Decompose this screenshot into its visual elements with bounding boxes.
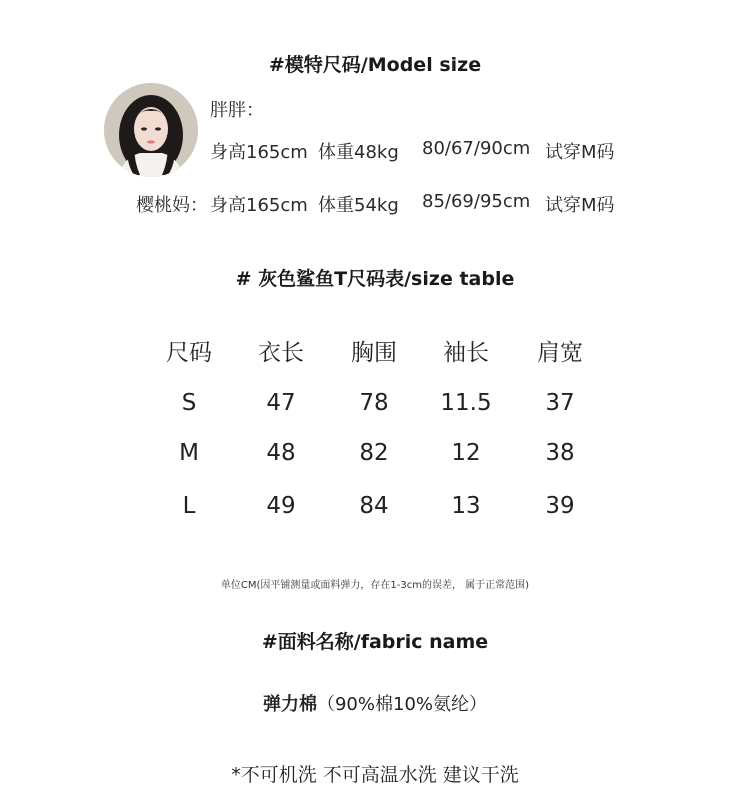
cell-shoulder: 38	[545, 440, 575, 466]
cell-chest: 78	[359, 390, 389, 416]
column-header-chest: 胸围	[351, 340, 397, 366]
cell-chest: 84	[359, 493, 389, 519]
fabric-heading: #面料名称/fabric name	[261, 631, 489, 653]
care-instructions: *不可机洗 不可高温水洗 建议干洗	[231, 764, 519, 786]
fabric-composition: （90%棉10%氨纶）	[316, 694, 487, 715]
model-2-weight: 体重54kg	[318, 195, 399, 216]
model-2-name: 樱桃妈：	[136, 195, 208, 216]
cell-chest: 82	[359, 440, 389, 466]
cell-length: 48	[266, 440, 296, 466]
cell-size: S	[181, 390, 197, 416]
column-header-sleeve: 袖长	[443, 340, 489, 366]
fabric-description	[0, 690, 750, 716]
model-2-measurements: 85/69/95cm	[422, 191, 531, 212]
model-portrait-image	[104, 83, 198, 177]
size-table-heading: # 灰色鲨鱼T尺码表/size table	[235, 268, 515, 290]
fabric-name: 弹力棉	[262, 694, 317, 715]
model-1-tried-size: 试穿M码	[545, 142, 615, 163]
model-size-heading: #模特尺码/Model size	[268, 54, 482, 76]
model-1-weight: 体重48kg	[318, 142, 399, 163]
column-header-shoulder: 肩宽	[537, 340, 583, 366]
measurement-note: 单位CM(因平铺测量或面料弹力，存在1-3cm的误差， 属于正常范围)	[220, 580, 530, 591]
model-avatar	[104, 83, 198, 177]
model-1-name: 胖胖：	[210, 100, 264, 121]
cell-shoulder: 37	[545, 390, 575, 416]
cell-size: M	[179, 440, 199, 466]
cell-shoulder: 39	[545, 493, 575, 519]
model-2-height: 身高165cm	[210, 195, 308, 216]
cell-length: 49	[266, 493, 296, 519]
cell-sleeve: 11.5	[440, 390, 492, 416]
model-1-height: 身高165cm	[210, 142, 308, 163]
model-1-measurements: 80/67/90cm	[422, 138, 531, 159]
cell-length: 47	[266, 390, 296, 416]
model-2-tried-size: 试穿M码	[545, 195, 615, 216]
cell-sleeve: 12	[451, 440, 481, 466]
cell-sleeve: 13	[451, 493, 481, 519]
column-header-length: 衣长	[258, 340, 304, 366]
cell-size: L	[182, 493, 196, 519]
column-header-size: 尺码	[166, 340, 212, 366]
